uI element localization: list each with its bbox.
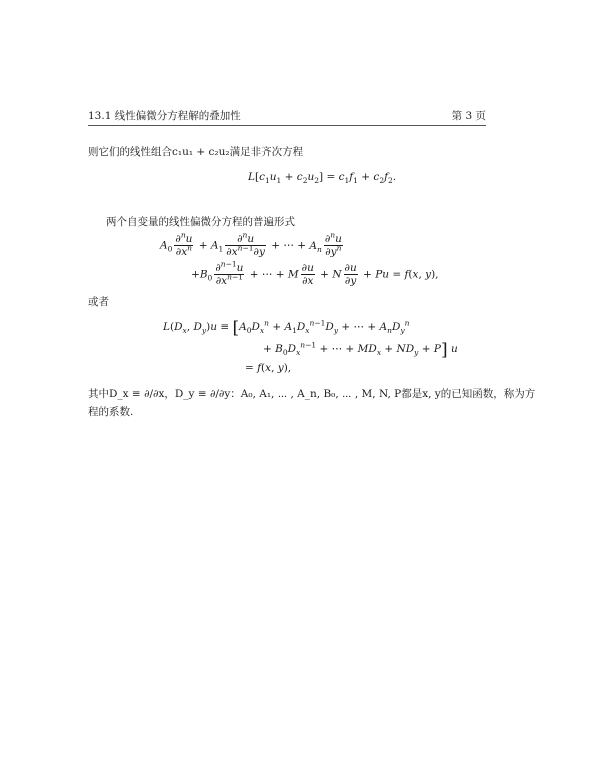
or-text: 或者 [88, 296, 109, 308]
equation-superposition: $L[c_1u_1 + c_2u_2] = c_1f_1 + c_2f_2$. [248, 171, 397, 186]
equation-general-line2: $+B_0$ $\frac{\partial^{n-1}u}{\partial x^{n-1}}$ + ⋯ + M $\frac{\partial u}{\partial x}$ + N $\frac{\partial u}{\partial y}$ + Pu = f(x, y), [191, 259, 439, 287]
page-number: 第 3 页 [451, 110, 486, 122]
running-header [88, 108, 486, 124]
intro-paragraph: 则它们的线性组合c₁u₁ + c₂u₂满足非齐次方程 [88, 146, 304, 158]
equation-operator-line1: $L(D_x$, $D_y)u \equiv [A_0D_x^n + A_1D_x^{n-1}D_y$ + ⋯ + $A_nD_y^n$ [163, 318, 410, 338]
section-title: 13.1 线性偏微分方程解的叠加性 [88, 110, 241, 122]
equation-operator-line3: = f(x, y), [245, 362, 292, 374]
general-form-paragraph: 两个自变量的线性偏微分方程的普遍形式 [106, 216, 295, 228]
coefficients-paragraph-line2: 程的系数. [88, 406, 134, 418]
coefficients-paragraph-line1: 其中D_x ≡ ∂/∂x，D_y ≡ ∂/∂y：A₀, A₁, ⋯ , A_n, B₀, ⋯ , M, N, P都是x, y的已知函数，称为方 [88, 388, 536, 400]
equation-general-line1: $A_0$ $\frac{\partial^nu}{\partial x^n}$ + $A_1$ $\frac{\partial^nu}{\partial x^{n-1}\partial y}$ + ⋯ + $A_n$ $\frac{\partial^nu}{\partial y^n}$ [160, 230, 342, 258]
header-rule [88, 125, 486, 126]
equation-operator-line2: + $B_0D_x^{n-1}$ + ⋯ + $MD_x + ND_y + P$] u [263, 340, 458, 360]
